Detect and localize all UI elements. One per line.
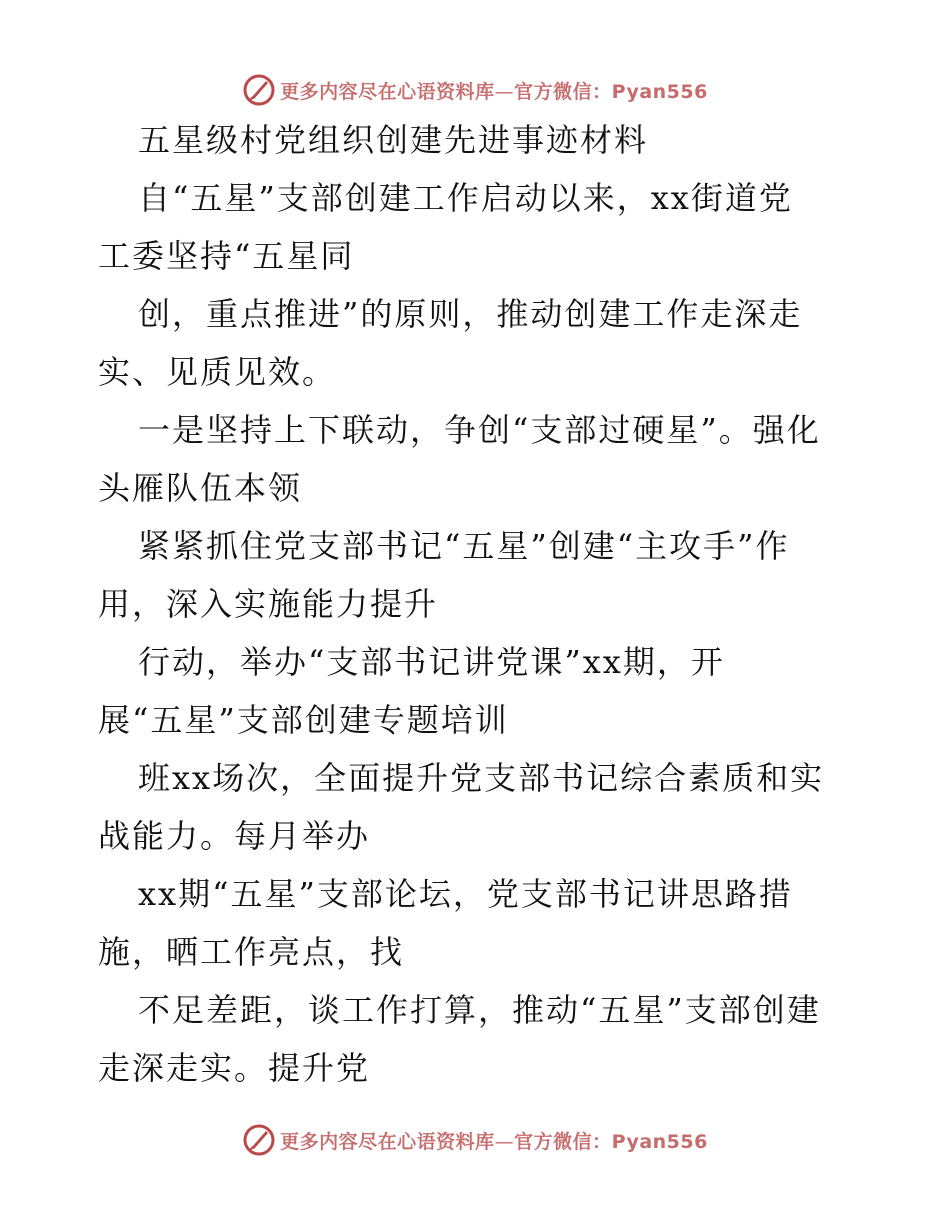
doc-line: 头雁队伍本领 [98, 469, 303, 507]
doc-line: 走深走实。提升党 [98, 1049, 371, 1087]
footer-watermark [0, 1120, 950, 1160]
header-brand: 更多内容尽在心语资料库 [280, 80, 495, 103]
doc-line: 紧紧抓住党支部书记“五星”创建“主攻手”作 [138, 527, 790, 565]
footer-brand-text [280, 1127, 708, 1154]
doc-line: xx期“五星”支部论坛，党支部书记讲思路措 [138, 875, 793, 913]
doc-line: 战能力。每月举办 [98, 817, 371, 855]
doc-line: 实、见质见效。 [98, 353, 337, 391]
header-separator: — [494, 80, 515, 103]
footer-contact: 官方微信：Pyan556 [514, 1130, 708, 1153]
header-contact: 官方微信：Pyan556 [514, 80, 708, 103]
footer-brand: 更多内容尽在心语资料库 [280, 1130, 495, 1153]
doc-line: 自“五星”支部创建工作启动以来，xx街道党 [138, 179, 793, 217]
doc-line: 创，重点推进”的原则，推动创建工作走深走 [138, 295, 803, 333]
doc-line: 工委坚持“五星同 [98, 237, 355, 275]
doc-line: 行动，举办“支部书记讲党课”xx期，开 [138, 643, 725, 681]
doc-line: 不足差距，谈工作打算，推动“五星”支部创建 [138, 991, 821, 1029]
quill-logo-icon [242, 73, 276, 107]
doc-line: 展“五星”支部创建专题培训 [98, 701, 509, 739]
quill-logo-icon [242, 1123, 276, 1157]
doc-title: 五星级村党组织创建先进事迹材料 [138, 121, 649, 159]
header-brand-text [280, 77, 708, 104]
doc-line: 一是坚持上下联动，争创“支部过硬星”。强化 [138, 411, 821, 449]
footer-separator: — [494, 1130, 515, 1153]
header-watermark [0, 70, 950, 110]
doc-line: 施，晒工作亮点，找 [98, 933, 405, 971]
doc-line: 用，深入实施能力提升 [98, 585, 439, 623]
doc-line: 班xx场次，全面提升党支部书记综合素质和实 [138, 759, 825, 797]
